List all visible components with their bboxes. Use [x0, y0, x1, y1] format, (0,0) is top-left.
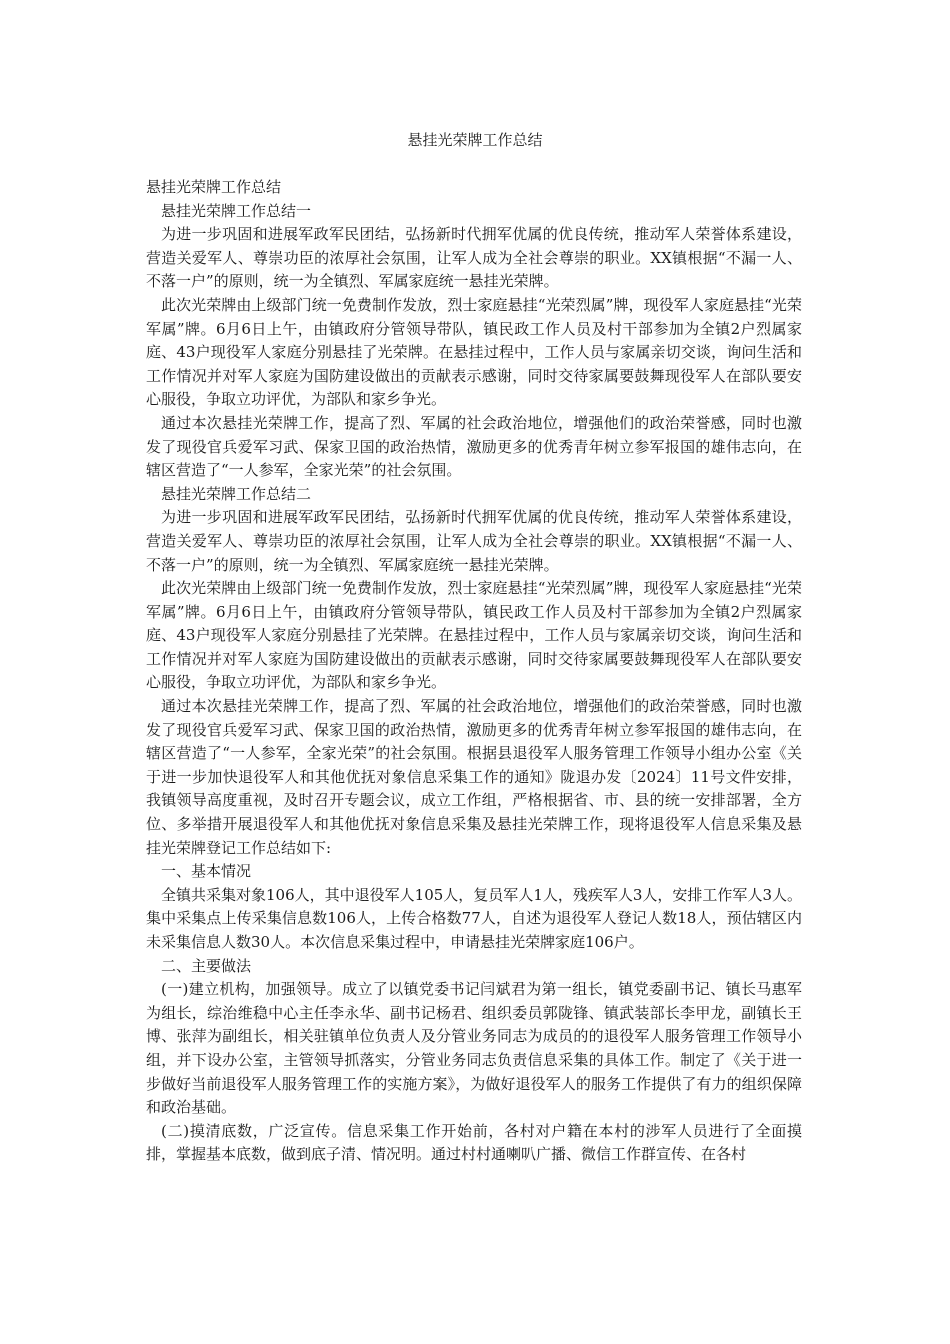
- document-title: 悬挂光荣牌工作总结: [407, 131, 543, 149]
- section-heading: 悬挂光荣牌工作总结一: [161, 201, 312, 220]
- paragraph: 悬挂光荣牌工作总结: [146, 178, 282, 196]
- paragraph: (一)建立机构，加强领导。成立了以镇党委书记闫斌君为第一组长，镇党委副书记、镇长马惠军为组长，综治维稳中心主任李永华、副书记杨君、组织委员郭陇锋、镇武装部长李甲龙，副镇长王博、张萍为副组长，相关驻镇单位负责人及分管业务同志为成员的的退役军人服务管理工作领导小组，并下设办公室，主管领导抓落实，分管业务同志负责信息采集的具体工作。制定了《关于进一步做好当前退役军人服务管理工作的实施方案》，为做好退役军人的服务工作提供了有力的组织保障和政治基础。: [146, 980, 802, 1117]
- document-body: [146, 176, 802, 1167]
- paragraph: 全镇共采集对象106人，其中退役军人105人，复员军人1人，残疾军人3人，安排工作军人3人。集中采集点上传采集信息数106人，上传合格数77人，自述为退役军人登记人数18人，预估辖区内未采集信息人数30人。本次信息采集过程中，申请悬挂光荣牌家庭106户。: [146, 885, 802, 951]
- paragraph: 通过本次悬挂光荣牌工作，提高了烈、军属的社会政治地位，增强他们的政治荣誉感，同时也激发了现役官兵爱军习武、保家卫国的政治热情，激励更多的优秀青年树立参军报国的雄伟志向，在辖区营造了“一人参军，全家光荣”的社会氛围。: [146, 413, 802, 480]
- paragraph: 为进一步巩固和进展军政军民团结，弘扬新时代拥军优属的优良传统，推动军人荣誉体系建设，营造关爱军人、尊崇功臣的浓厚社会氛围，让军人成为全社会尊崇的职业。XX镇根据“不漏一人、不落一户”的原则，统一为全镇烈、军属家庭统一悬挂光荣牌。: [146, 508, 802, 574]
- section-heading: 一、基本情况: [161, 862, 252, 881]
- paragraph: 通过本次悬挂光荣牌工作，提高了烈、军属的社会政治地位，增强他们的政治荣誉感，同时也激发了现役官兵爱军习武、保家卫国的政治热情，激励更多的优秀青年树立参军报国的雄伟志向，在辖区营造了“一人参军，全家光荣”的社会氛围。根据县退役军人服务管理工作领导小组办公室《关于进一步加快退役军人和其他优抚对象信息采集工作的通知》陇退办发〔2024〕11号文件安排，我镇领导高度重视，及时召开专题会议，成立工作组，严格根据省、市、县的统一安排部署，全方位、多举措开展退役军人和其他优抚对象信息采集及悬挂光荣牌工作，现将退役军人信息采集及悬挂光荣牌登记工作总结如下:: [146, 697, 802, 857]
- paragraph: 此次光荣牌由上级部门统一免费制作发放，烈士家庭悬挂“光荣烈属”牌，现役军人家庭悬挂“光荣军属”牌。6月6日上午，由镇政府分管领导带队，镇民政工作人员及村干部参加为全镇2户烈属家庭、43户现役军人家庭分别悬挂了光荣牌。在悬挂过程中，工作人员与家属亲切交谈，询问生活和工作情况并对军人家庭为国防建设做出的贡献表示感谢，同时交待家属要鼓舞现役军人在部队要安心服役，争取立功评优，为部队和家乡争光。: [146, 295, 802, 409]
- paragraph: 为进一步巩固和进展军政军民团结，弘扬新时代拥军优属的优良传统，推动军人荣誉体系建设，营造关爱军人、尊崇功臣的浓厚社会氛围，让军人成为全社会尊崇的职业。XX镇根据“不漏一人、不落一户”的原则，统一为全镇烈、军属家庭统一悬挂光荣牌。: [146, 225, 802, 291]
- section-heading: 二、主要做法: [161, 956, 252, 975]
- paragraph: 此次光荣牌由上级部门统一免费制作发放，烈士家庭悬挂“光荣烈属”牌，现役军人家庭悬挂“光荣军属”牌。6月6日上午，由镇政府分管领导带队，镇民政工作人员及村干部参加为全镇2户烈属家庭、43户现役军人家庭分别悬挂了光荣牌。在悬挂过程中，工作人员与家属亲切交谈，询问生活和工作情况并对军人家庭为国防建设做出的贡献表示感谢，同时交待家属要鼓舞现役军人在部队要安心服役，争取立功评优，为部队和家乡争光。: [146, 579, 802, 692]
- section-heading: 悬挂光荣牌工作总结二: [161, 484, 312, 503]
- paragraph: (二)摸清底数，广泛宣传。信息采集工作开始前，各村对户籍在本村的涉军人员进行了全面摸排，掌握基本底数，做到底子清、情况明。通过村村通喇叭广播、微信工作群宣传、在各村: [146, 1121, 802, 1164]
